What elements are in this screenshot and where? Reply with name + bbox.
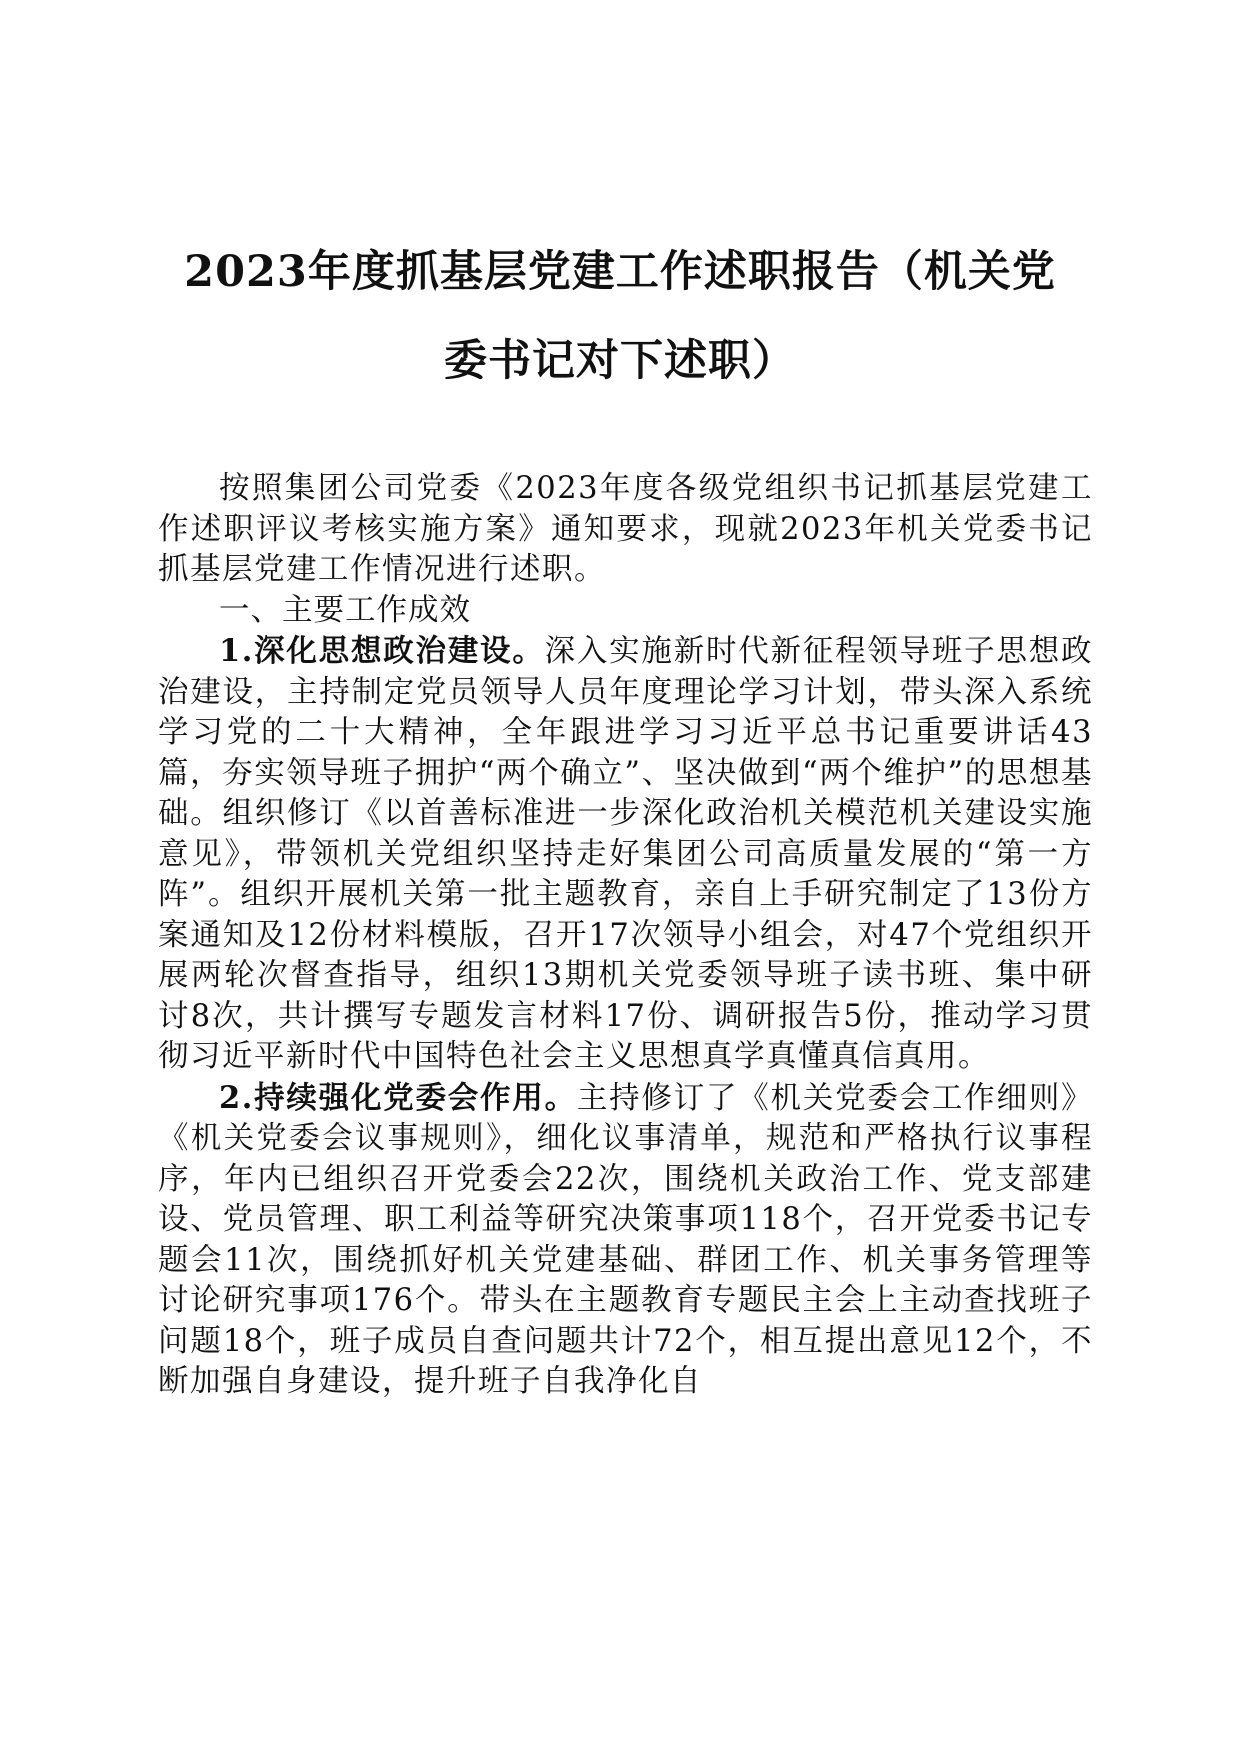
item-2-paragraph <box>158 1078 1093 1403</box>
item-2-lead: 2.持续强化党委会作用。 <box>219 1079 577 1116</box>
intro-paragraph: 按照集团公司党委《2023年度各级党组织书记抓基层党建工作述职评议考核实施方案》通知要求，现就2023年机关党委书记抓基层党建工作情况进行述职。 <box>158 471 1093 587</box>
section-heading: 一、主要工作成效 <box>219 592 471 628</box>
document-title <box>150 228 1090 406</box>
item-1-text: 深入实施新时代新征程领导班子思想政治建设，主持制定党员领导人员年度理论学习计划，带头深入系统学习党的二十大精神，全年跟进学习习近平总书记重要讲话43篇，夯实领导班子拥护“两个确立”、坚决做到“两个维护”的思想基础。组织修订《以首善标准进一步深化政治机关模范机关建设实施意见》，带领机关党组织坚持走好集团公司高质量发展的“第一方阵”。组织开展机关第一批主题教育，亲自上手研究制定了13份方案通知及12份材料模版，召开17次领导小组会，对47个党组织开展两轮次督查指导，组织13期机关党委领导班子读书班、集中研讨8次，共计撰写专题发言材料17份、调研报告5份，推动学习贯彻习近平新时代中国特色社会主义思想真学真懂真信真用。 <box>158 634 1093 1074</box>
title-line-2: 委书记对下述职） <box>444 336 796 386</box>
item-1-lead: 1.深化思想政治建设。 <box>219 633 545 669</box>
document-body <box>158 469 1093 1403</box>
item-2-text: 主持修订了《机关党委会工作细则》《机关党委会议事规则》，细化议事清单，规范和严格执行议事程序，年内已组织召开党委会22次，围绕机关政治工作、党支部建设、党员管理、职工利益等研究决策事项118个，召开党委书记专题会11次，围绕抓好机关党建基础、群团工作、机关事务管理等讨论研究事项176个。带头在主题教育专题民主会上主动查找班子问题18个，班子成员自查问题共计72个，相互提出意见12个，不断加强自身建设，提升班子自我净化自 <box>158 1080 1094 1399</box>
title-line-1: 2023年度抓基层党建工作述职报告（机关党 <box>184 247 1056 297</box>
item-1-paragraph <box>158 631 1093 1078</box>
